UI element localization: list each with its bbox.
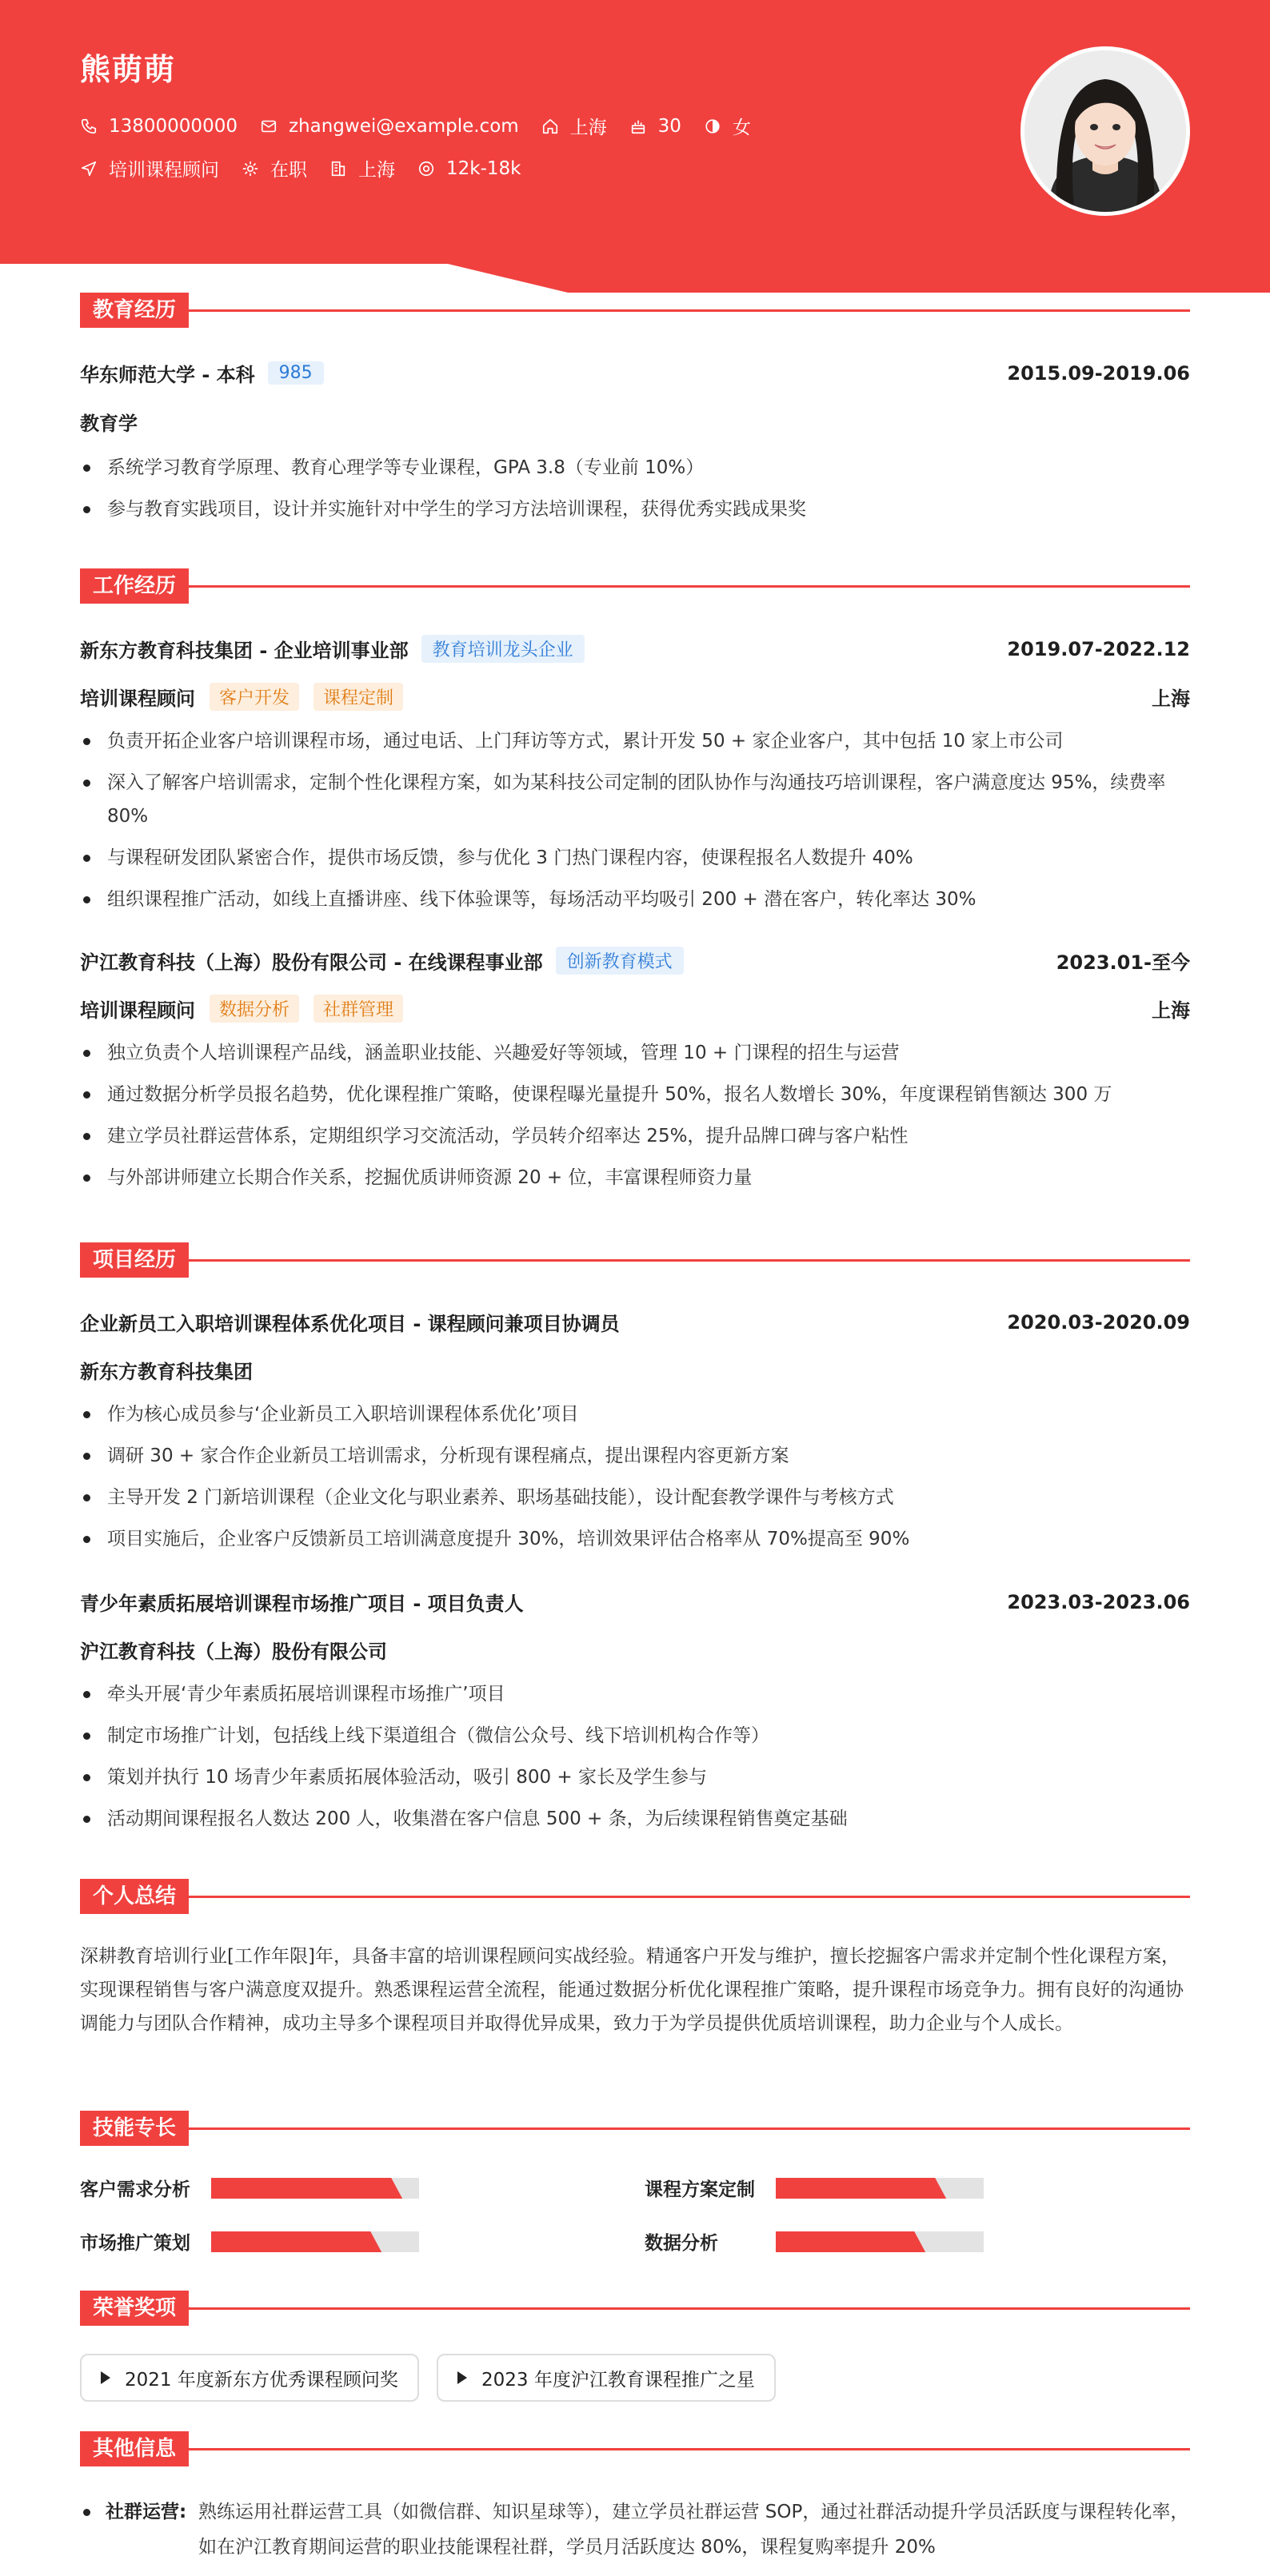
location-text: 上海 [569, 118, 607, 138]
work-section-title [80, 568, 1190, 604]
bullet-dot [83, 2509, 90, 2516]
skill-label: 数据分析 [645, 2233, 718, 2254]
section-divider [189, 309, 1190, 312]
section-label: 教育经历 [80, 293, 189, 328]
skill-bar-fill [776, 2231, 925, 2252]
project-org-row [80, 1356, 1190, 1384]
skill-bar-fill [776, 2178, 946, 2199]
age-text: 30 [657, 115, 681, 137]
project-org-row [80, 1636, 1190, 1664]
list-item: 参与教育实践项目，设计并实施针对中学生的学习方法培训课程，获得优秀实践成果奖 [80, 492, 1190, 526]
company-name: 新东方教育科技集团 - 企业培训事业部 [80, 640, 409, 662]
triangle-icon [457, 2371, 467, 2384]
section-label: 其他信息 [80, 2431, 189, 2466]
status-text: 在职 [270, 160, 307, 181]
salary-text: 12k-18k [446, 158, 521, 179]
home-icon [541, 118, 559, 135]
award-text: 2021 年度新东方优秀课程顾问奖 [125, 2369, 398, 2391]
coin-icon [417, 160, 435, 177]
section-label: 项目经历 [80, 1242, 189, 1278]
skill-label: 课程方案定制 [645, 2179, 755, 2200]
list-item: 深入了解客户培训需求，定制个性化课程方案，如为某科技公司定制的团队协作与沟通技巧培训课程，客户满意度达 95%，续费率 80% [80, 766, 1190, 833]
gender-icon [704, 118, 721, 135]
age-item [629, 116, 681, 137]
avatar [1020, 46, 1190, 216]
email-text: zhangwei@example.com [288, 115, 519, 137]
list-item: 与课程研发团队紧密合作，提供市场反馈，参与优化 3 门热门课程内容，使课程报名人数提升 40% [80, 841, 1190, 875]
job-bullets [80, 1036, 1190, 1202]
list-item: 负责开拓企业客户培训课程市场，通过电话、上门拜访等方式，累计开发 50 + 家企业客户，其中包括 10 家上市公司 [80, 724, 1190, 758]
list-item: 调研 30 + 家合作企业新员工培训需求，分析现有课程痛点，提出课程内容更新方案 [80, 1439, 1190, 1473]
email-item [260, 116, 519, 137]
list-item: 独立负责个人培训课程产品线，涵盖职业技能、兴趣爱好等领域，管理 10 + 门课程的招生与运营 [80, 1036, 1190, 1070]
skill-tag: 社群管理 [314, 995, 403, 1023]
other-info-item [80, 2494, 1190, 2565]
other-info-key: 社群运营: [106, 2502, 187, 2522]
company-tag: 创新教育模式 [556, 947, 684, 975]
skill-item [80, 2228, 419, 2255]
skill-item [645, 2228, 984, 2255]
list-item: 组织课程推广活动，如线上直播讲座、线下体验课等，每场活动平均吸引 200 + 潜在客户，转化率达 30% [80, 883, 1190, 916]
list-item: 主导开发 2 门新培训课程（企业文化与职业素养、职场基础技能），设计配套教学课件与考核方式 [80, 1481, 1190, 1514]
project-header-row [80, 1308, 1190, 1336]
other-info-value: 熟练运用社群运营工具（如微信群、知识星球等），建立学员社群运营 SOP，通过社群活动提升学员活跃度与课程转化率，如在沪江教育期间运营的职业技能课程社群，学员月活跃度达 80%，课程复购率提升 20% [198, 2502, 1189, 2558]
avatar-portrait [1024, 50, 1186, 212]
skill-tag: 课程定制 [314, 683, 403, 711]
section-divider [189, 2307, 1190, 2310]
job-header-row [80, 635, 1190, 663]
section-divider [189, 585, 1190, 588]
list-item: 通过数据分析学员报名趋势，优化课程推广策略，使课程曝光量提升 50%，报名人数增长 30%，年度课程销售额达 300 万 [80, 1078, 1190, 1111]
list-item: 作为核心成员参与‘企业新员工入职培训课程体系优化’项目 [80, 1398, 1190, 1431]
list-item: 系统学习教育学原理、教育心理学等专业课程，GPA 3.8（专业前 10%） [80, 451, 1190, 484]
section-divider [189, 2127, 1190, 2130]
project-header-row [80, 1588, 1190, 1616]
job-intent-row [80, 155, 543, 181]
education-section-title [80, 293, 1190, 328]
award-badge [80, 2354, 419, 2402]
city-item [329, 155, 395, 181]
skill-tag: 客户开发 [210, 683, 299, 711]
education-bullets [80, 451, 1190, 534]
gear-icon [242, 160, 259, 177]
project-name: 企业新员工入职培训课程体系优化项目 - 课程顾问兼项目协调员 [80, 1313, 620, 1335]
school-name: 华东师范大学 - 本科 [80, 364, 255, 386]
summary-section-title [80, 1879, 1190, 1914]
project-name: 青少年素质拓展培训课程市场推广项目 - 项目负责人 [80, 1593, 524, 1615]
award-text: 2023 年度沪江教育课程推广之星 [481, 2369, 755, 2391]
job-role-row [80, 995, 1190, 1023]
education-date: 2015.09-2019.06 [1007, 361, 1190, 385]
project-bullets [80, 1398, 1190, 1564]
list-item: 制定市场推广计划，包括线上线下渠道组合（微信公众号、线下培训机构合作等） [80, 1719, 1190, 1753]
building-icon [329, 160, 347, 177]
position-item [80, 155, 219, 181]
job-bullets [80, 724, 1190, 924]
list-item: 与外部讲师建立长期合作关系，挖掘优质讲师资源 20 + 位，丰富课程师资力量 [80, 1161, 1190, 1194]
skill-item [645, 2175, 984, 2201]
section-divider [189, 1259, 1190, 1262]
gender-item [704, 113, 751, 139]
list-item: 建立学员社群运营体系，定期组织学习交流活动，学员转介绍率达 25%，提升品牌口碑与客户粘性 [80, 1119, 1190, 1153]
project-bullets [80, 1677, 1190, 1844]
section-label: 工作经历 [80, 568, 189, 604]
major-row [80, 408, 1190, 436]
job-role: 培训课程顾问 [80, 688, 195, 710]
skill-bar [211, 2231, 419, 2252]
list-item: 牵头开展‘青少年素质拓展培训课程市场推广’项目 [80, 1677, 1190, 1711]
award-badge [437, 2354, 776, 2402]
section-label: 荣誉奖项 [80, 2291, 189, 2326]
job-role: 培训课程顾问 [80, 999, 195, 1022]
project-org: 新东方教育科技集团 [80, 1361, 253, 1383]
skill-bar-fill [211, 2178, 402, 2199]
summary-text: 深耕教育培训行业[工作年限]年，具备丰富的培训课程顾问实战经验。精通客户开发与维护，擅长挖掘客户需求并定制个性化课程方案，实现课程销售与客户满意度双提升。熟悉课程运营全流程，能通过数据分析优化课程推广策略，提升课程市场竞争力。拥有良好的沟通协调能力与团队合作精神，成功主导多个课程项目并取得优异成果，致力于为学员提供优质培训课程，助力企业与个人成长。 [80, 1946, 1184, 2034]
list-item: 活动期间课程报名人数达 200 人，收集潜在客户信息 500 + 条，为后续课程销售奠定基础 [80, 1802, 1190, 1836]
job-city: 上海 [1152, 999, 1190, 1022]
section-label: 个人总结 [80, 1879, 189, 1914]
education-row [80, 359, 1190, 387]
skill-tag: 数据分析 [210, 995, 299, 1023]
project-date: 2023.03-2023.06 [1007, 1590, 1190, 1613]
triangle-icon [101, 2371, 110, 2384]
candidate-name: 熊萌萌 [80, 52, 177, 87]
major-name: 教育学 [80, 413, 138, 435]
skill-bar [776, 2178, 984, 2199]
resume-header [0, 0, 1270, 296]
skill-bar [776, 2231, 984, 2252]
send-icon [80, 160, 98, 177]
gender-text: 女 [732, 118, 751, 138]
location-item [541, 113, 607, 139]
company-name: 沪江教育科技（上海）股份有限公司 - 在线课程事业部 [80, 951, 543, 974]
phone-item [80, 116, 238, 137]
company-tag: 教育培训龙头企业 [421, 635, 585, 663]
contact-row [80, 113, 773, 139]
job-date: 2023.01-至今 [1056, 951, 1190, 974]
skill-bar-fill [211, 2231, 381, 2252]
skills-section-title [80, 2111, 1190, 2146]
job-header-row [80, 947, 1190, 975]
job-date: 2019.07-2022.12 [1007, 637, 1190, 660]
list-item: 项目实施后，企业客户反馈新员工培训满意度提升 30%，培训效果评估合格率从 70%提高至 90% [80, 1522, 1190, 1556]
salary-item [417, 158, 521, 179]
status-item [242, 155, 307, 181]
job-role-row [80, 683, 1190, 711]
project-date: 2020.03-2020.09 [1007, 1310, 1190, 1334]
city-text: 上海 [358, 160, 395, 181]
section-label: 技能专长 [80, 2111, 189, 2146]
cake-icon [629, 118, 647, 135]
mail-icon [260, 118, 278, 135]
other-section-title [80, 2431, 1190, 2466]
honors-section-title [80, 2291, 1190, 2326]
section-divider [189, 2448, 1190, 2450]
position-text: 培训课程顾问 [109, 160, 219, 181]
section-divider [189, 1896, 1190, 1898]
job-city: 上海 [1152, 688, 1190, 710]
skill-label: 市场推广策划 [80, 2233, 190, 2254]
skill-item [80, 2175, 419, 2201]
phone-text: 13800000000 [109, 115, 238, 137]
school-tag: 985 [268, 361, 324, 385]
phone-icon [80, 118, 98, 135]
projects-section-title [80, 1242, 1190, 1278]
project-org: 沪江教育科技（上海）股份有限公司 [80, 1641, 387, 1663]
skill-label: 客户需求分析 [80, 2179, 190, 2200]
list-item: 策划并执行 10 场青少年素质拓展体验活动，吸引 800 + 家长及学生参与 [80, 1761, 1190, 1794]
skill-bar [211, 2178, 419, 2199]
